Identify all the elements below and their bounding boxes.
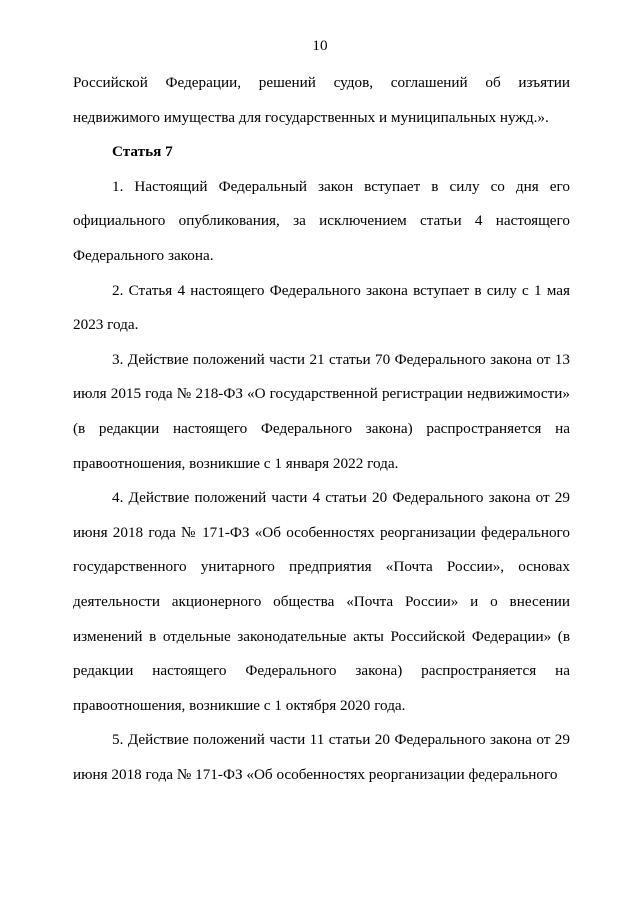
continuation-paragraph: Российской Федерации, решений судов, соглашений об изъятии недвижимого имущества для государственных и муниципальных нужд.».: [73, 74, 570, 126]
article-paragraph-4: 4. Действие положений части 4 статьи 20 Федерального закона от 29 июня 2018 года № 171-ФЗ «Об особенностях реорганизации федерального государственного унитарного предприятия «Почта России», основах деятельности акционерного общества «Почта России» и о внесении изменений в отдельные законодательные акты Российской Федерации» (в редакции настоящего Федерального закона) распространяется на правоотношения, возникшие с 1 октября 2020 года.: [73, 489, 570, 714]
article-paragraph-3: 3. Действие положений части 21 статьи 70 Федерального закона от 13 июля 2015 года № 218-ФЗ «О государственной регистрации недвижимости» (в редакции настоящего Федерального закона) распространяется на правоотношения, возникшие с 1 января 2022 года.: [73, 350, 570, 472]
document-body: [73, 66, 570, 792]
article-heading: Статья 7: [112, 143, 173, 161]
article-paragraph-2: 2. Статья 4 настоящего Федерального закона вступает в силу с 1 мая 2023 года.: [73, 281, 570, 334]
article-paragraph-1: 1. Настоящий Федеральный закон вступает в силу со дня его официального опубликования, за исключением статьи 4 настоящего Федерального закона.: [73, 177, 570, 264]
article-paragraph-5: 5. Действие положений части 11 статьи 20 Федерального закона от 29 июня 2018 года № 171-ФЗ «Об особенностях реорганизации федерального: [73, 731, 570, 783]
page-number: 10: [312, 37, 328, 54]
